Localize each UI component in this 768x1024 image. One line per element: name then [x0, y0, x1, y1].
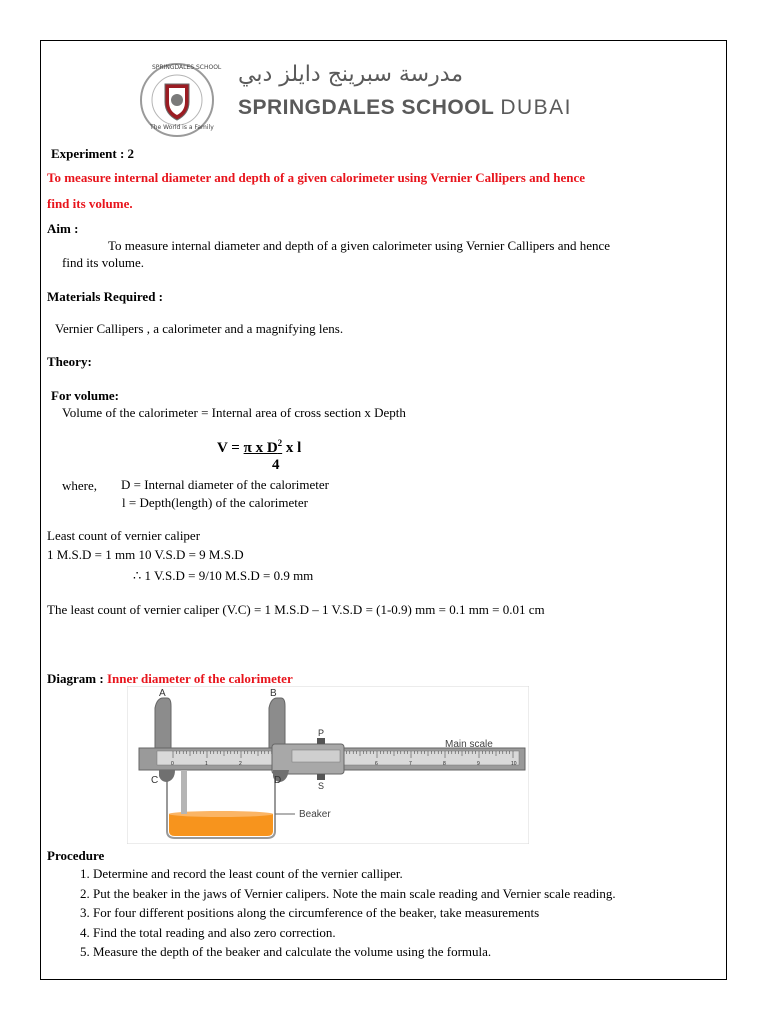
formula-rhs: x l — [282, 440, 302, 456]
emblem-ring-top: SPRINGDALES SCHOOL — [152, 64, 222, 71]
label-p: P — [318, 728, 325, 738]
aim-line-2: find its volume. — [62, 255, 144, 270]
school-name-arabic: مدرسة سبرينج دايلز دبي — [238, 62, 464, 87]
formula-lhs: V = — [217, 440, 244, 456]
label-a: A — [159, 688, 166, 699]
scale-number: 2 — [239, 761, 242, 767]
jaw-b — [269, 698, 285, 748]
diagram-label: Diagram : — [47, 671, 107, 686]
procedure-list — [47, 864, 616, 962]
formula-denominator: 4 — [272, 457, 280, 473]
aim-heading: Aim : — [47, 221, 79, 236]
where-label: where, — [62, 478, 98, 493]
school-name-bold: SPRINGDALES SCHOOL — [238, 96, 494, 119]
least-count-line-2: ∴ 1 V.S.D = 9/10 M.S.D = 0.9 mm — [133, 568, 314, 583]
scale-number: 10 — [511, 761, 517, 767]
materials-text: Vernier Callipers , a calorimeter and a magnifying lens. — [55, 321, 344, 336]
procedure-step: 1. Determine and record the least count of the vernier calliper. — [93, 864, 616, 884]
scale-number: 1 — [205, 761, 208, 767]
emblem-ring-bottom: The World is a Family — [150, 124, 214, 131]
jaw-a — [155, 698, 171, 748]
title-line-2: find its volume. — [47, 196, 133, 211]
depth-rod — [181, 770, 187, 814]
scale-number: 8 — [443, 761, 446, 767]
scale-number: 6 — [375, 761, 378, 767]
label-d: D — [274, 775, 282, 786]
vernier-caliper-diagram — [127, 686, 529, 844]
least-count-heading: Least count of vernier caliper — [47, 528, 201, 543]
procedure-step: 3. For four different positions along the circumference of the beaker, take measurements — [93, 903, 616, 923]
volume-formula — [217, 438, 301, 457]
procedure-step: 5. Measure the depth of the beaker and calculate the volume using the formula. — [93, 942, 616, 962]
title-line-1: To measure internal diameter and depth of a given calorimeter using Vernier Callipers and hence — [47, 170, 586, 185]
main-scale-label: Main scale — [445, 739, 493, 750]
least-count-line-1: 1 M.S.D = 1 mm 10 V.S.D = 9 M.S.D — [47, 547, 244, 562]
procedure-step: 2. Put the beaker in the jaws of Vernier calipers. Note the main scale reading and Vernier scale reading. — [93, 884, 616, 904]
where-l: l = Depth(length) of the calorimeter — [122, 495, 309, 510]
school-name-light: DUBAI — [500, 96, 573, 119]
diagram-title: Inner diameter of the calorimeter — [106, 671, 293, 686]
diagram-heading — [47, 671, 293, 687]
aim-line-1: To measure internal diameter and depth of a given calorimeter using Vernier Callipers and hence — [108, 238, 611, 253]
materials-heading: Materials Required : — [47, 289, 164, 304]
volume-heading: For volume: — [51, 388, 119, 403]
least-count-result: The least count of vernier caliper (V.C) = 1 M.S.D – 1 V.S.D = (1-0.9) mm = 0.1 mm = 0.01 cm — [47, 602, 545, 617]
label-c: C — [151, 775, 159, 786]
where-d: D = Internal diameter of the calorimeter — [121, 477, 330, 492]
procedure-heading: Procedure — [47, 848, 105, 863]
formula-numerator: π x $D^2$ — [243, 438, 283, 456]
scale-number: 9 — [477, 761, 480, 767]
theory-heading: Theory: — [47, 354, 92, 369]
procedure-step: 4. Find the total reading and also zero correction. — [93, 923, 616, 943]
screw-s — [317, 774, 325, 780]
volume-text: Volume of the calorimeter = Internal area of cross section x Depth — [62, 405, 406, 420]
label-s: S — [318, 781, 325, 791]
scale-number: 0 — [171, 761, 174, 767]
beaker-label: Beaker — [299, 809, 331, 820]
school-name-english — [238, 96, 572, 120]
experiment-label: Experiment : 2 — [51, 146, 135, 161]
label-b: B — [270, 688, 277, 699]
screw-p — [317, 738, 325, 744]
beaker-liquid — [169, 814, 273, 836]
scale-number: 7 — [409, 761, 412, 767]
